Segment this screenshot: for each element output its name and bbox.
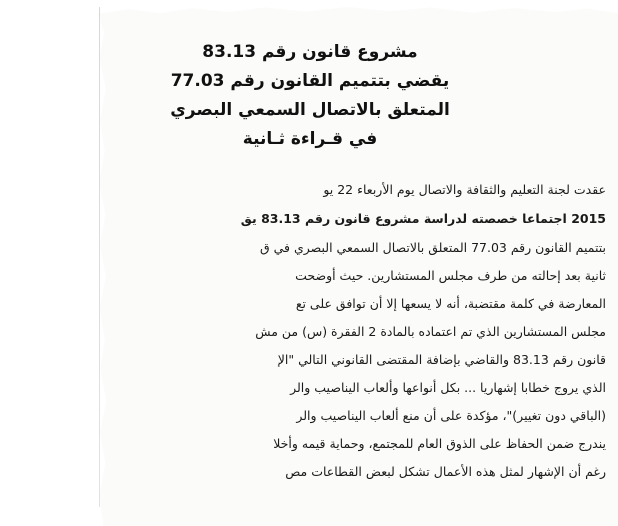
body-line-7: قانون رقم 83.13 والقاضي بإضافة المقتضى القانوني التالي "الإ <box>277 352 606 367</box>
body-line-3: بتتميم القانون رقم 77.03 المتعلق بالاتصال السمعي البصري في ق <box>259 240 606 255</box>
title-line-3: المتعلق بالاتصال السمعي البصري <box>170 100 450 120</box>
title-line-4: في قـراءة ثـانية <box>242 129 378 149</box>
body-line-2: 2015 اجتماعا خصصته لدراسة مشروع قانون رقم 83.13 يق <box>240 211 606 226</box>
article-title <box>150 38 470 154</box>
body-line-9: (الباقي دون تغيير)"، مؤكدة على أن منع ألعاب اليناصيب والر <box>296 408 606 423</box>
title-line-1: مشروع قانون رقم 83.13 <box>202 42 418 62</box>
body-line-10: يندرج ضمن الحفاظ على الذوق العام للمجتمع، وحماية قيمه وأخلا <box>273 436 606 451</box>
body-line-1: عقدت لجنة التعليم والثقافة والاتصال يوم الأربعاء 22 يو <box>323 182 606 197</box>
title-line-2: يقضي بتتميم القانون رقم 77.03 <box>170 71 450 91</box>
body-line-4: ثانية بعد إحالته من طرف مجلس المستشارين. حيث أوضحت <box>295 268 606 283</box>
clipping-edge <box>99 7 100 507</box>
body-line-11: رغم أن الإشهار لمثل هذه الأعمال تشكل لبعض القطاعات مص <box>285 464 606 479</box>
body-line-8: الذي يروج خطابا إشهاريا ... بكل أنواعها وألعاب اليناصيب والر <box>290 380 606 395</box>
body-line-5: المعارضة في كلمة مقتضبة، أنه لا يسعها إلا أن توافق على تع <box>295 296 606 311</box>
body-line-6: مجلس المستشارين الذي تم اعتماده بالمادة 2 الفقرة (س) من مش <box>255 324 606 339</box>
